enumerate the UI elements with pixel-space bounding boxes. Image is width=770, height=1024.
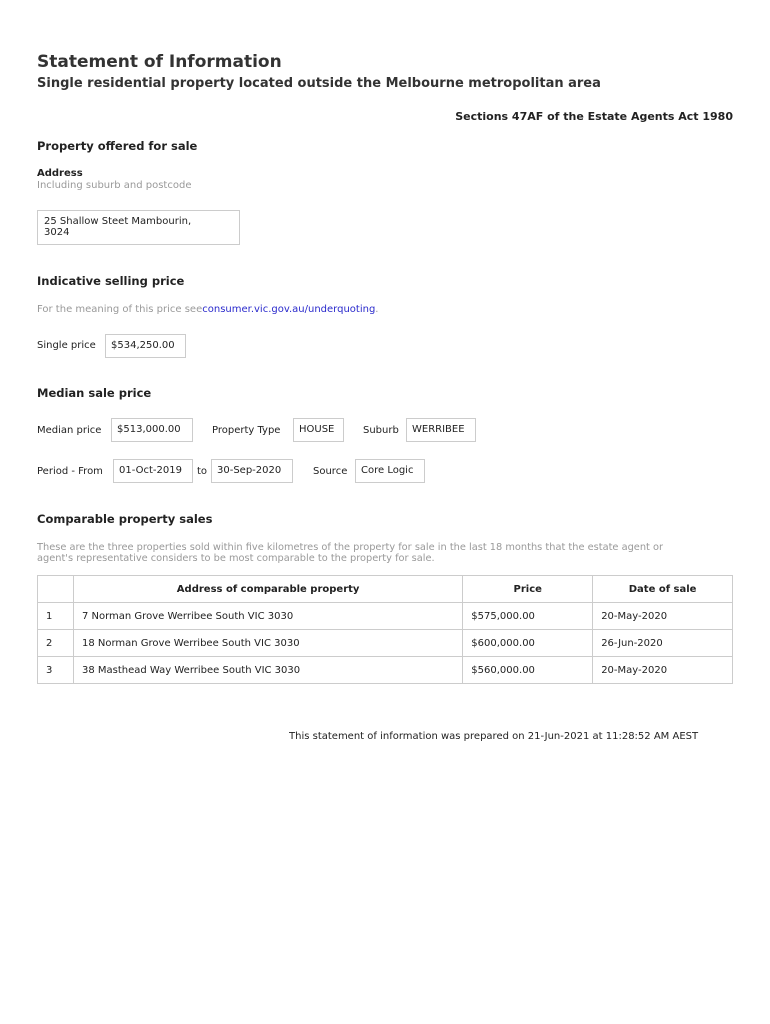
median-price-label: Median price xyxy=(37,425,102,436)
period-from-label: Period - From xyxy=(37,466,103,477)
table-row xyxy=(38,630,733,657)
underquoting-link[interactable]: consumer.vic.gov.au/underquoting xyxy=(202,304,376,315)
suburb-label: Suburb xyxy=(363,425,399,436)
source-label: Source xyxy=(313,466,348,477)
indicative-heading: Indicative selling price xyxy=(37,274,185,288)
column-header-address: Address of comparable property xyxy=(73,576,462,603)
row-price: $575,000.00 xyxy=(463,603,593,630)
comparable-description-line-1: These are the three properties sold within five kilometres of the property for sale in the last 18 months that the estate agent or xyxy=(37,542,664,553)
period-to-value: 30-Sep-2020 xyxy=(211,459,293,483)
page-title: Statement of Information xyxy=(37,52,282,72)
row-address: 18 Norman Grove Werribee South VIC 3030 xyxy=(73,630,462,657)
comparable-sales-table xyxy=(37,575,733,684)
table-row xyxy=(38,603,733,630)
column-header-number xyxy=(38,576,74,603)
act-reference: Sections 47AF of the Estate Agents Act 1980 xyxy=(455,110,733,123)
comparable-description xyxy=(37,542,737,564)
median-price-value: $513,000.00 xyxy=(111,418,193,442)
property-type-value: HOUSE xyxy=(293,418,344,442)
period-to-label: to xyxy=(197,466,208,477)
address-line-2: 3024 xyxy=(44,227,70,238)
single-price-label: Single price xyxy=(37,340,96,351)
row-address: 38 Masthead Way Werribee South VIC 3030 xyxy=(73,657,462,684)
period-from-value: 01-Oct-2019 xyxy=(113,459,193,483)
comparable-description-line-2: agent's representative considers to be most comparable to the property for sale. xyxy=(37,553,435,564)
prepared-statement: This statement of information was prepared on 21-Jun-2021 at 11:28:52 AM AEST xyxy=(289,731,699,742)
page-subtitle: Single residential property located outside the Melbourne metropolitan area xyxy=(37,76,601,91)
row-number: 3 xyxy=(38,657,74,684)
table-header-row xyxy=(38,576,733,603)
row-date: 20-May-2020 xyxy=(593,657,733,684)
comparable-heading: Comparable property sales xyxy=(37,512,213,526)
row-price: $560,000.00 xyxy=(463,657,593,684)
row-address: 7 Norman Grove Werribee South VIC 3030 xyxy=(73,603,462,630)
price-meaning-end: . xyxy=(375,304,379,315)
source-value: Core Logic xyxy=(355,459,425,483)
property-type-label: Property Type xyxy=(212,425,281,436)
address-line-1: 25 Shallow Steet Mambourin, xyxy=(44,216,192,227)
row-date: 26-Jun-2020 xyxy=(593,630,733,657)
column-header-price: Price xyxy=(463,576,593,603)
row-date: 20-May-2020 xyxy=(593,603,733,630)
median-heading: Median sale price xyxy=(37,386,152,400)
address-field xyxy=(37,210,240,245)
suburb-value: WERRIBEE xyxy=(406,418,476,442)
address-label: Address xyxy=(37,168,83,179)
property-heading: Property offered for sale xyxy=(37,139,198,153)
single-price-value: $534,250.00 xyxy=(105,334,186,358)
price-meaning-text xyxy=(37,304,378,315)
price-meaning-prefix: For the meaning of this price see xyxy=(37,304,203,315)
row-number: 2 xyxy=(38,630,74,657)
row-number: 1 xyxy=(38,603,74,630)
address-hint: Including suburb and postcode xyxy=(37,180,192,191)
column-header-date: Date of sale xyxy=(593,576,733,603)
table-row xyxy=(38,657,733,684)
row-price: $600,000.00 xyxy=(463,630,593,657)
